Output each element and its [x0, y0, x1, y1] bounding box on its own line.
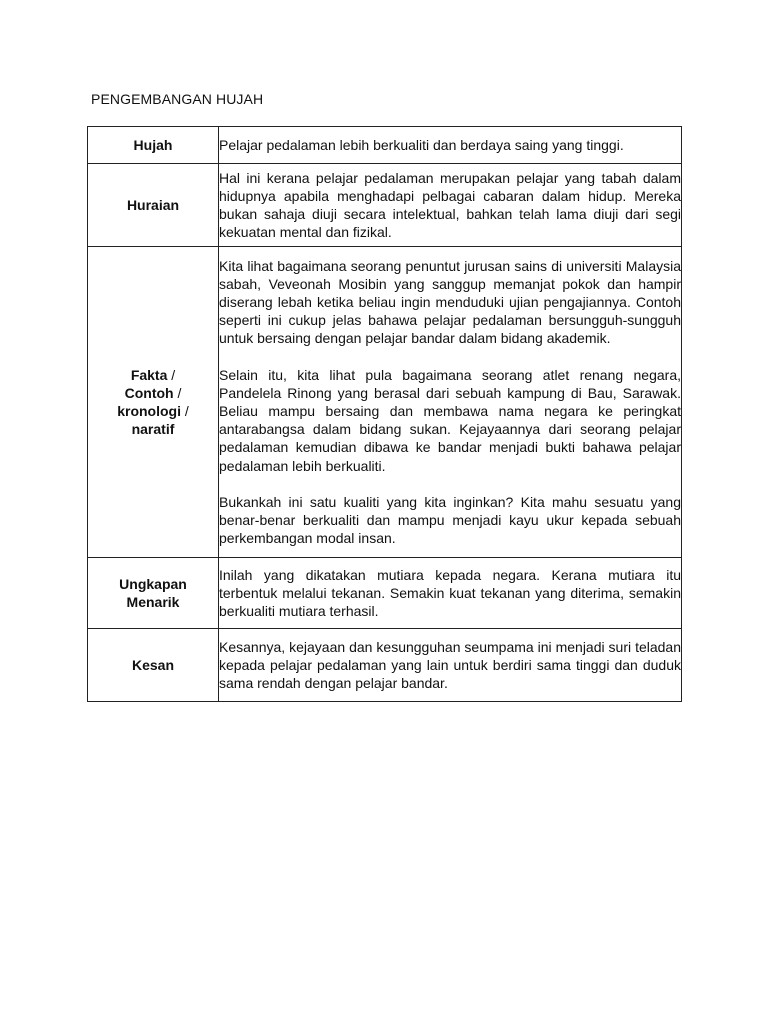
hujah-table — [87, 126, 682, 702]
label-huraian: Huraian — [126, 196, 180, 213]
table-row-ungkapan — [88, 558, 682, 629]
label-cell-kesan — [88, 629, 219, 702]
label-kesan: Kesan — [131, 656, 175, 673]
kesan-text: Kesannya, kejayaan dan kesungguhan seumpama ini menjadi suri teladan kepada pelajar pedalaman yang lain untuk berdiri sama tinggi dan duduk sama rendah dengan pelajar bandar. — [219, 638, 681, 692]
hujah-text: Pelajar pedalaman lebih berkualiti dan berdaya saing yang tinggi. — [219, 136, 624, 153]
table-row-hujah — [88, 127, 682, 164]
label-fakta: Fakta — [130, 366, 168, 383]
label-cell-hujah — [88, 127, 219, 164]
fakta-paragraph-1: Kita lihat bagaimana seorang penuntut jurusan sains di universiti Malaysia sabah, Veveonah Mosibin yang sanggup memanjat pokok dan hampir diserang lebah ketika beliau ingin menduduki ujian pengajiannya. Contoh seperti ini cukup jelas bahawa pelajar pedalaman bersungguh-sungguh untuk bersaing dengan pelajar bandar dalam bidang akademik. — [219, 257, 681, 347]
document-title: PENGEMBANGAN HUJAH — [91, 91, 264, 107]
label-separator: / — [167, 366, 176, 383]
table-row-kesan — [88, 629, 682, 702]
content-cell-huraian — [219, 164, 682, 247]
label-menarik: Menarik — [126, 594, 180, 610]
label-cell-huraian — [88, 164, 219, 247]
label-separator: / — [173, 384, 182, 401]
content-cell-kesan — [219, 629, 682, 702]
label-kronologi: kronologi — [117, 403, 181, 419]
label-naratif: naratif — [131, 421, 175, 438]
content-cell-fakta — [219, 247, 682, 558]
table-row-fakta — [88, 247, 682, 558]
fakta-paragraph-3: Bukankah ini satu kualiti yang kita inginkan? Kita mahu sesuatu yang benar-benar berkualiti dan mampu menjadi kayu ukur kepada sebuah perkembangan modal insan. — [219, 493, 681, 547]
fakta-paragraph-2: Selain itu, kita lihat pula bagaimana seorang atlet renang negara, Pandelela Rinong yang berasal dari sebuah kampung di Bau, Sarawak. Beliau mampu bersaing dan membawa nama negara ke peringkat antarabangsa dalam bidang sukan. Kejayaannya dari seorang pelajar pedalaman kemudian dibawa ke bandar menjadi bukti bahawa pelajar pedalaman lebih berkualiti. — [219, 366, 681, 474]
content-cell-hujah — [219, 127, 682, 164]
label-hujah: Hujah — [133, 136, 173, 153]
content-cell-ungkapan — [219, 558, 682, 629]
ungkapan-text: Inilah yang dikatakan mutiara kepada negara. Kerana mutiara itu terbentuk melalui tekanan. Semakin kuat tekanan yang diterima, semakin berkualiti mutiara terhasil. — [219, 566, 681, 620]
table-row-huraian — [88, 164, 682, 247]
label-cell-fakta — [88, 247, 219, 558]
label-contoh: Contoh — [124, 384, 174, 401]
label-separator: / — [181, 403, 189, 419]
huraian-text: Hal ini kerana pelajar pedalaman merupakan pelajar yang tabah dalam hidupnya apabila menghadapi pelbagai cabaran dalam hidup. Mereka bukan sahaja diuji secara intelektual, bahkan telah lama diuji dari segi kekuatan mental dan fizikal. — [219, 169, 681, 241]
label-cell-ungkapan — [88, 558, 219, 629]
label-ungkapan: Ungkapan — [119, 575, 187, 592]
